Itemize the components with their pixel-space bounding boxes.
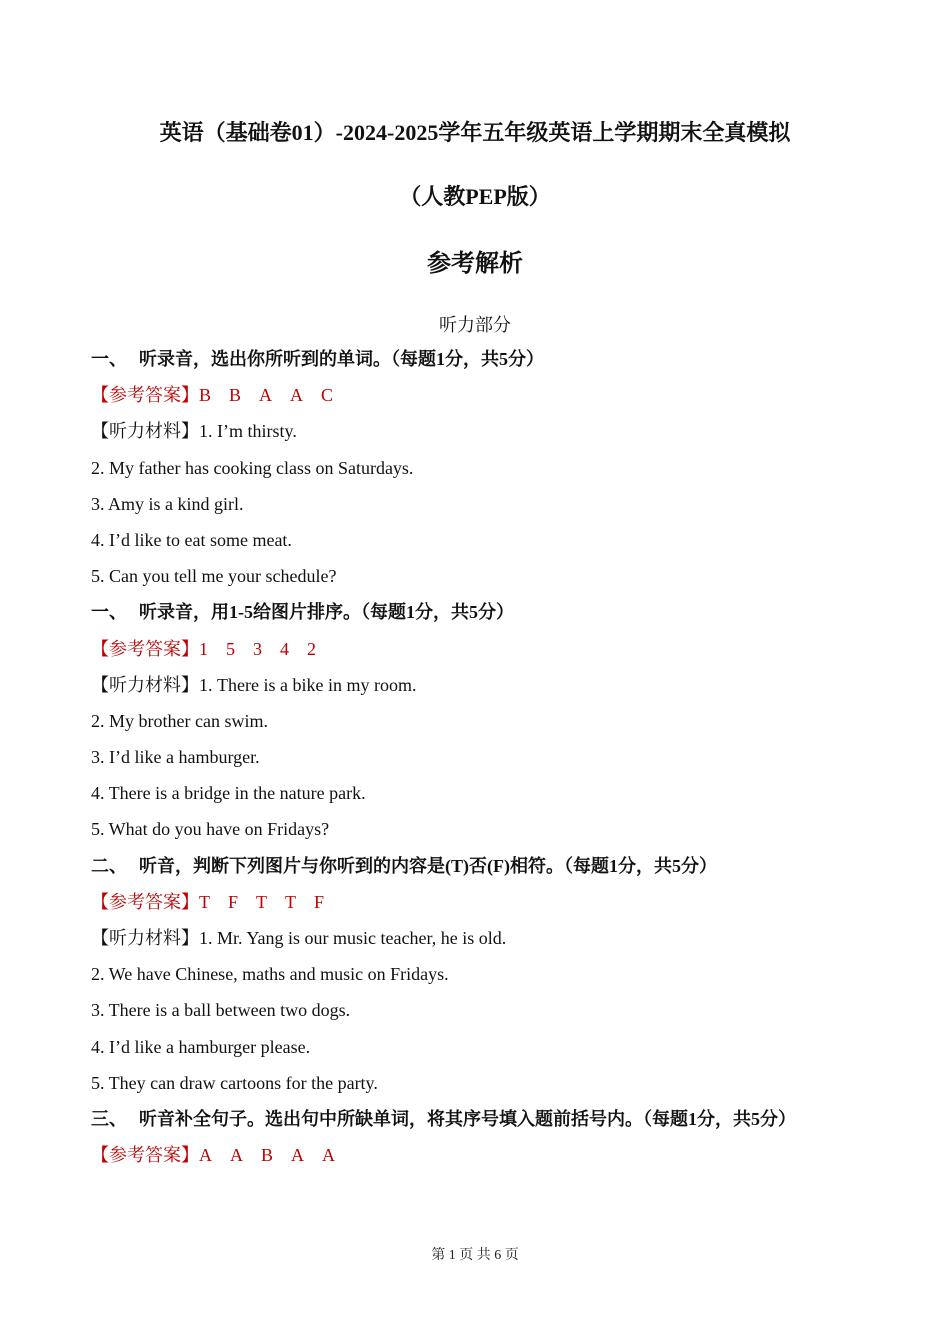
document-body [91,346,831,1178]
page-footer: 第 1 页 共 6 页 [431,1248,519,1263]
section-heading: 一、 听录音，选出你所听到的单词。（每题1分，共5分） [91,349,544,369]
material-tag: 【听力材料】 [91,421,199,442]
material-line: 【听力材料】1. There is a bike in my room. [91,674,417,695]
answer-tag: 【参考答案】 [91,891,199,912]
answer-tag: 【参考答案】 [91,385,199,406]
material-line: 【听力材料】1. Mr. Yang is our music teacher, he is old. [91,928,507,948]
material-line: 4. I’d like to eat some meat. [91,529,292,550]
answer-line: 【参考答案】A A B A A [91,1145,336,1166]
document-title: 英语（基础卷01）-2024-2025学年五年级英语上学期期末全真模拟 [159,120,791,145]
material-line: 4. There is a bridge in the nature park. [91,783,366,804]
material-line: 2. My father has cooking class on Saturdays. [91,457,414,478]
answer-tag: 【参考答案】 [91,1145,199,1166]
section-heading: 三、 听音补全句子。选出句中所缺单词，将其序号填入题前括号内。（每题1分，共5分） [91,1108,796,1129]
answer-tag: 【参考答案】 [91,638,199,659]
part-heading: 听力部分 [439,315,511,335]
section-heading: 二、 听音，判断下列图片与你听到的内容是(T)否(F)相符。（每题1分，共5分） [91,855,717,876]
material-tag: 【听力材料】 [91,928,199,948]
material-line: 3. I’d like a hamburger. [91,747,260,768]
answer-line: 【参考答案】B B A A C [91,385,334,406]
material-line: 3. Amy is a kind girl. [91,493,244,514]
document-edition: （人教PEP版） [399,184,551,209]
answer-line: 【参考答案】1 5 3 4 2 [91,638,316,659]
material-line: 3. There is a ball between two dogs. [91,1000,351,1021]
document-subtitle: 参考解析 [427,251,523,277]
material-line: 2. My brother can swim. [91,710,268,731]
material-tag: 【听力材料】 [91,674,199,695]
material-line: 4. I’d like a hamburger please. [91,1036,311,1057]
material-line: 【听力材料】1. I’m thirsty. [91,421,297,442]
material-line: 5. What do you have on Fridays? [91,819,330,840]
material-line: 5. Can you tell me your schedule? [91,566,337,587]
section-heading: 一、 听录音，用1-5给图片排序。（每题1分，共5分） [91,602,514,623]
answer-line: 【参考答案】T F T T F [91,891,325,912]
material-line: 2. We have Chinese, maths and music on Fridays. [91,964,449,985]
material-line: 5. They can draw cartoons for the party. [91,1072,378,1093]
